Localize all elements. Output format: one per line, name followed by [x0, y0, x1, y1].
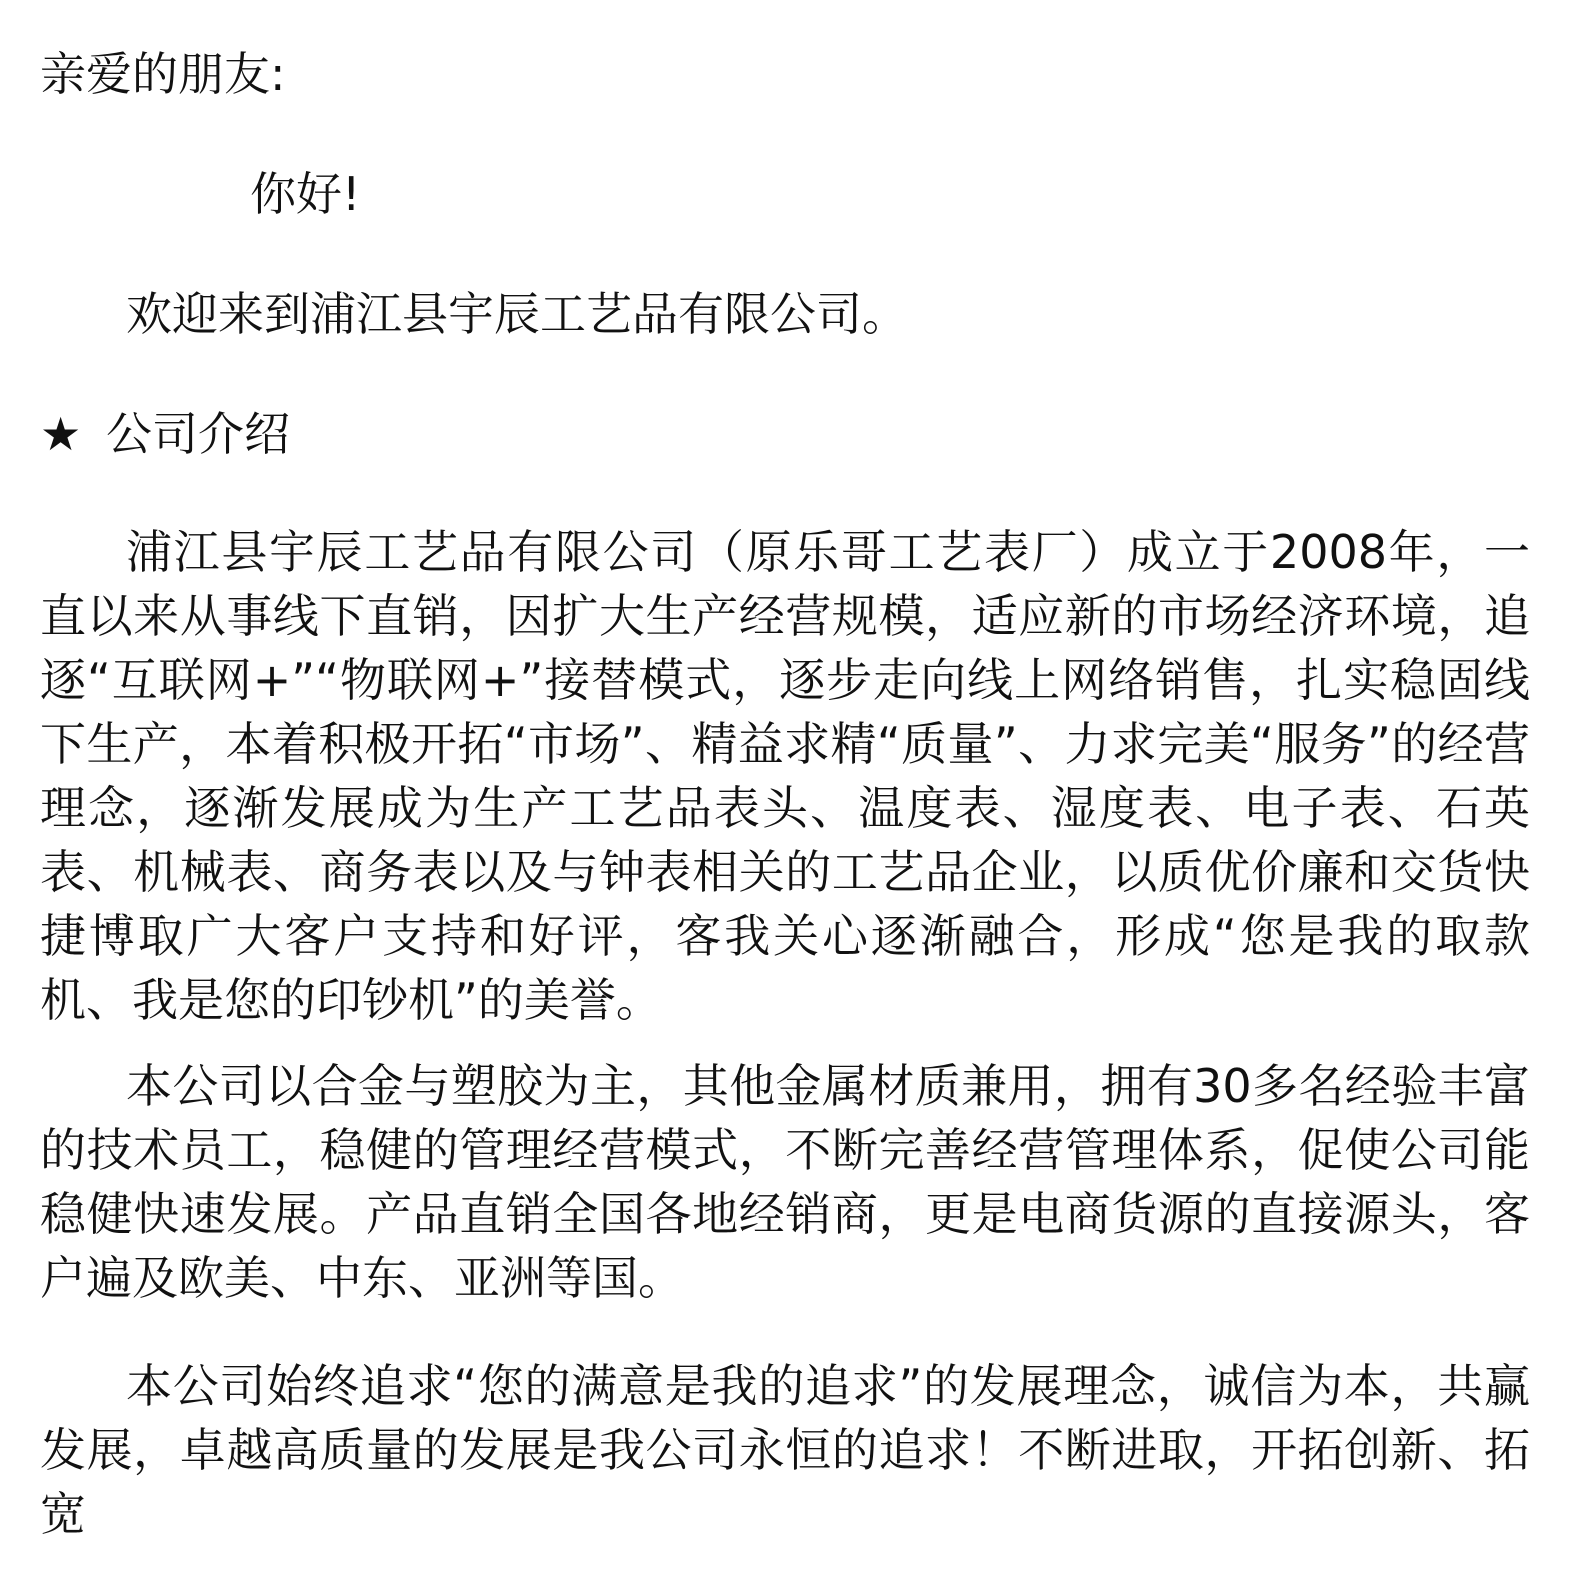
- materials-paragraph: 本公司以合金与塑胶为主，其他金属材质兼用，拥有30多名经验丰富的技术员工，稳健的管理经营模式，不断完善经营管理体系，促使公司能稳健快速发展。产品直销全国各地经销商，更是电商货源的直接源头，客户遍及欧美、中东、亚洲等国。: [40, 1059, 1530, 1305]
- philosophy-paragraph: 本公司始终追求“您的满意是我的追求”的发展理念，诚信为本，共赢发展，卓越高质量的发展是我公司永恒的追求！不断进取，开拓创新、拓宽: [40, 1359, 1530, 1541]
- greeting-line: 亲爱的朋友:: [40, 47, 286, 101]
- letter-page: [40, 0, 1530, 1580]
- hello-line: 你好!: [250, 167, 361, 221]
- star-icon: ★: [40, 407, 82, 461]
- section-title: 公司介绍: [106, 407, 290, 461]
- intro-paragraph: 浦江县宇辰工艺品有限公司（原乐哥工艺表厂）成立于2008年，一直以来从事线下直销，因扩大生产经营规模，适应新的市场经济环境，追逐“互联网+”“物联网+”接替模式，逐步走向线上网络销售，扎实稳固线下生产，本着积极开拓“市场”、精益求精“质量”、力求完美“服务”的经营理念，逐渐发展成为生产工艺品表头、温度表、湿度表、电子表、石英表、机械表、商务表以及与钟表相关的工艺品企业，以质优价廉和交货快捷博取广大客户支持和好评，客我关心逐渐融合，形成“您是我的取款机、我是您的印钞机”的美誉。: [40, 525, 1530, 1027]
- section-heading: [40, 404, 290, 464]
- welcome-line: 欢迎来到浦江县宇辰工艺品有限公司。: [126, 287, 908, 341]
